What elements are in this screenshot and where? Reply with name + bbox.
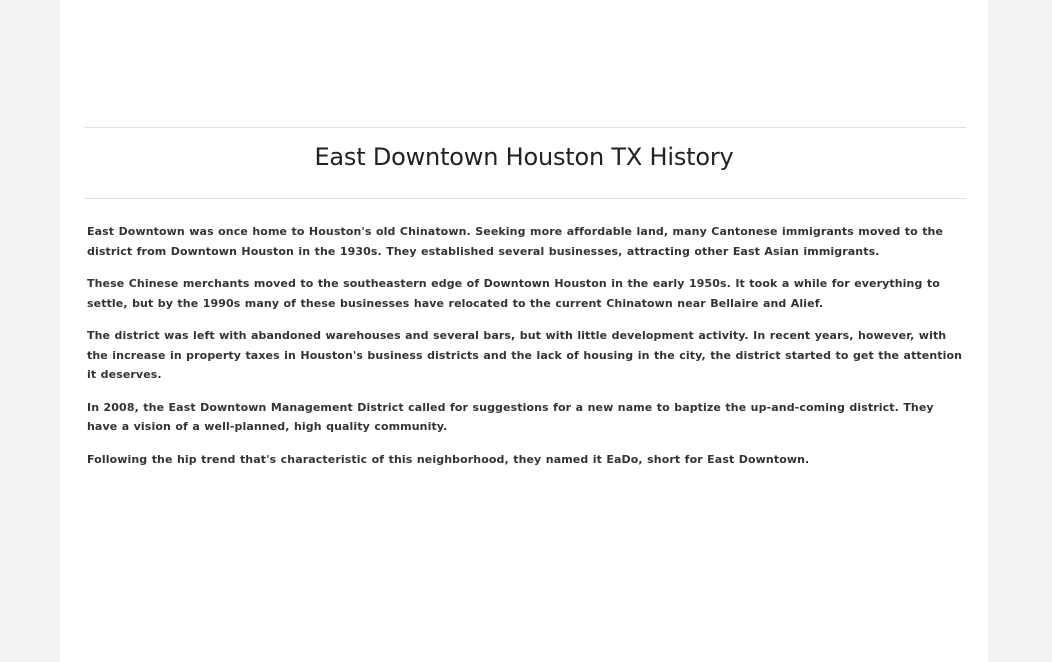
article-paragraph: These Chinese merchants moved to the southeastern edge of Downtown Houston in the early 1950s. It took a while for everything to settle, but by the 1990s many of these businesses have relocated to the current Chinatown near Bellaire and Alief. [87,277,940,310]
article-body [87,222,967,482]
article-paragraph: In 2008, the East Downtown Management District called for suggestions for a new name to baptize the up-and-coming district. They have a vision of a well-planned, high quality community. [87,400,934,433]
article-paragraph: East Downtown was once home to Houston's old Chinatown. Seeking more affordable land, many Cantonese immigrants moved to the district from Downtown Houston in the 1930s. They established several businesses, attracting other East Asian immigrants. [87,225,944,258]
article-paragraph: The district was left with abandoned warehouses and several bars, but with little development activity. In recent years, however, with the increase in property taxes in Houston's business districts and the lack of housing in the city, the district started to get the attention it deserves. [87,329,963,381]
article-title: East Downtown Houston TX History [314,143,734,171]
title-top-divider [84,127,966,128]
article-paragraph: Following the hip trend that's characteristic of this neighborhood, they named it EaDo, short for East Downtown. [87,452,810,466]
article-page [60,0,988,662]
title-bottom-divider [84,198,966,199]
